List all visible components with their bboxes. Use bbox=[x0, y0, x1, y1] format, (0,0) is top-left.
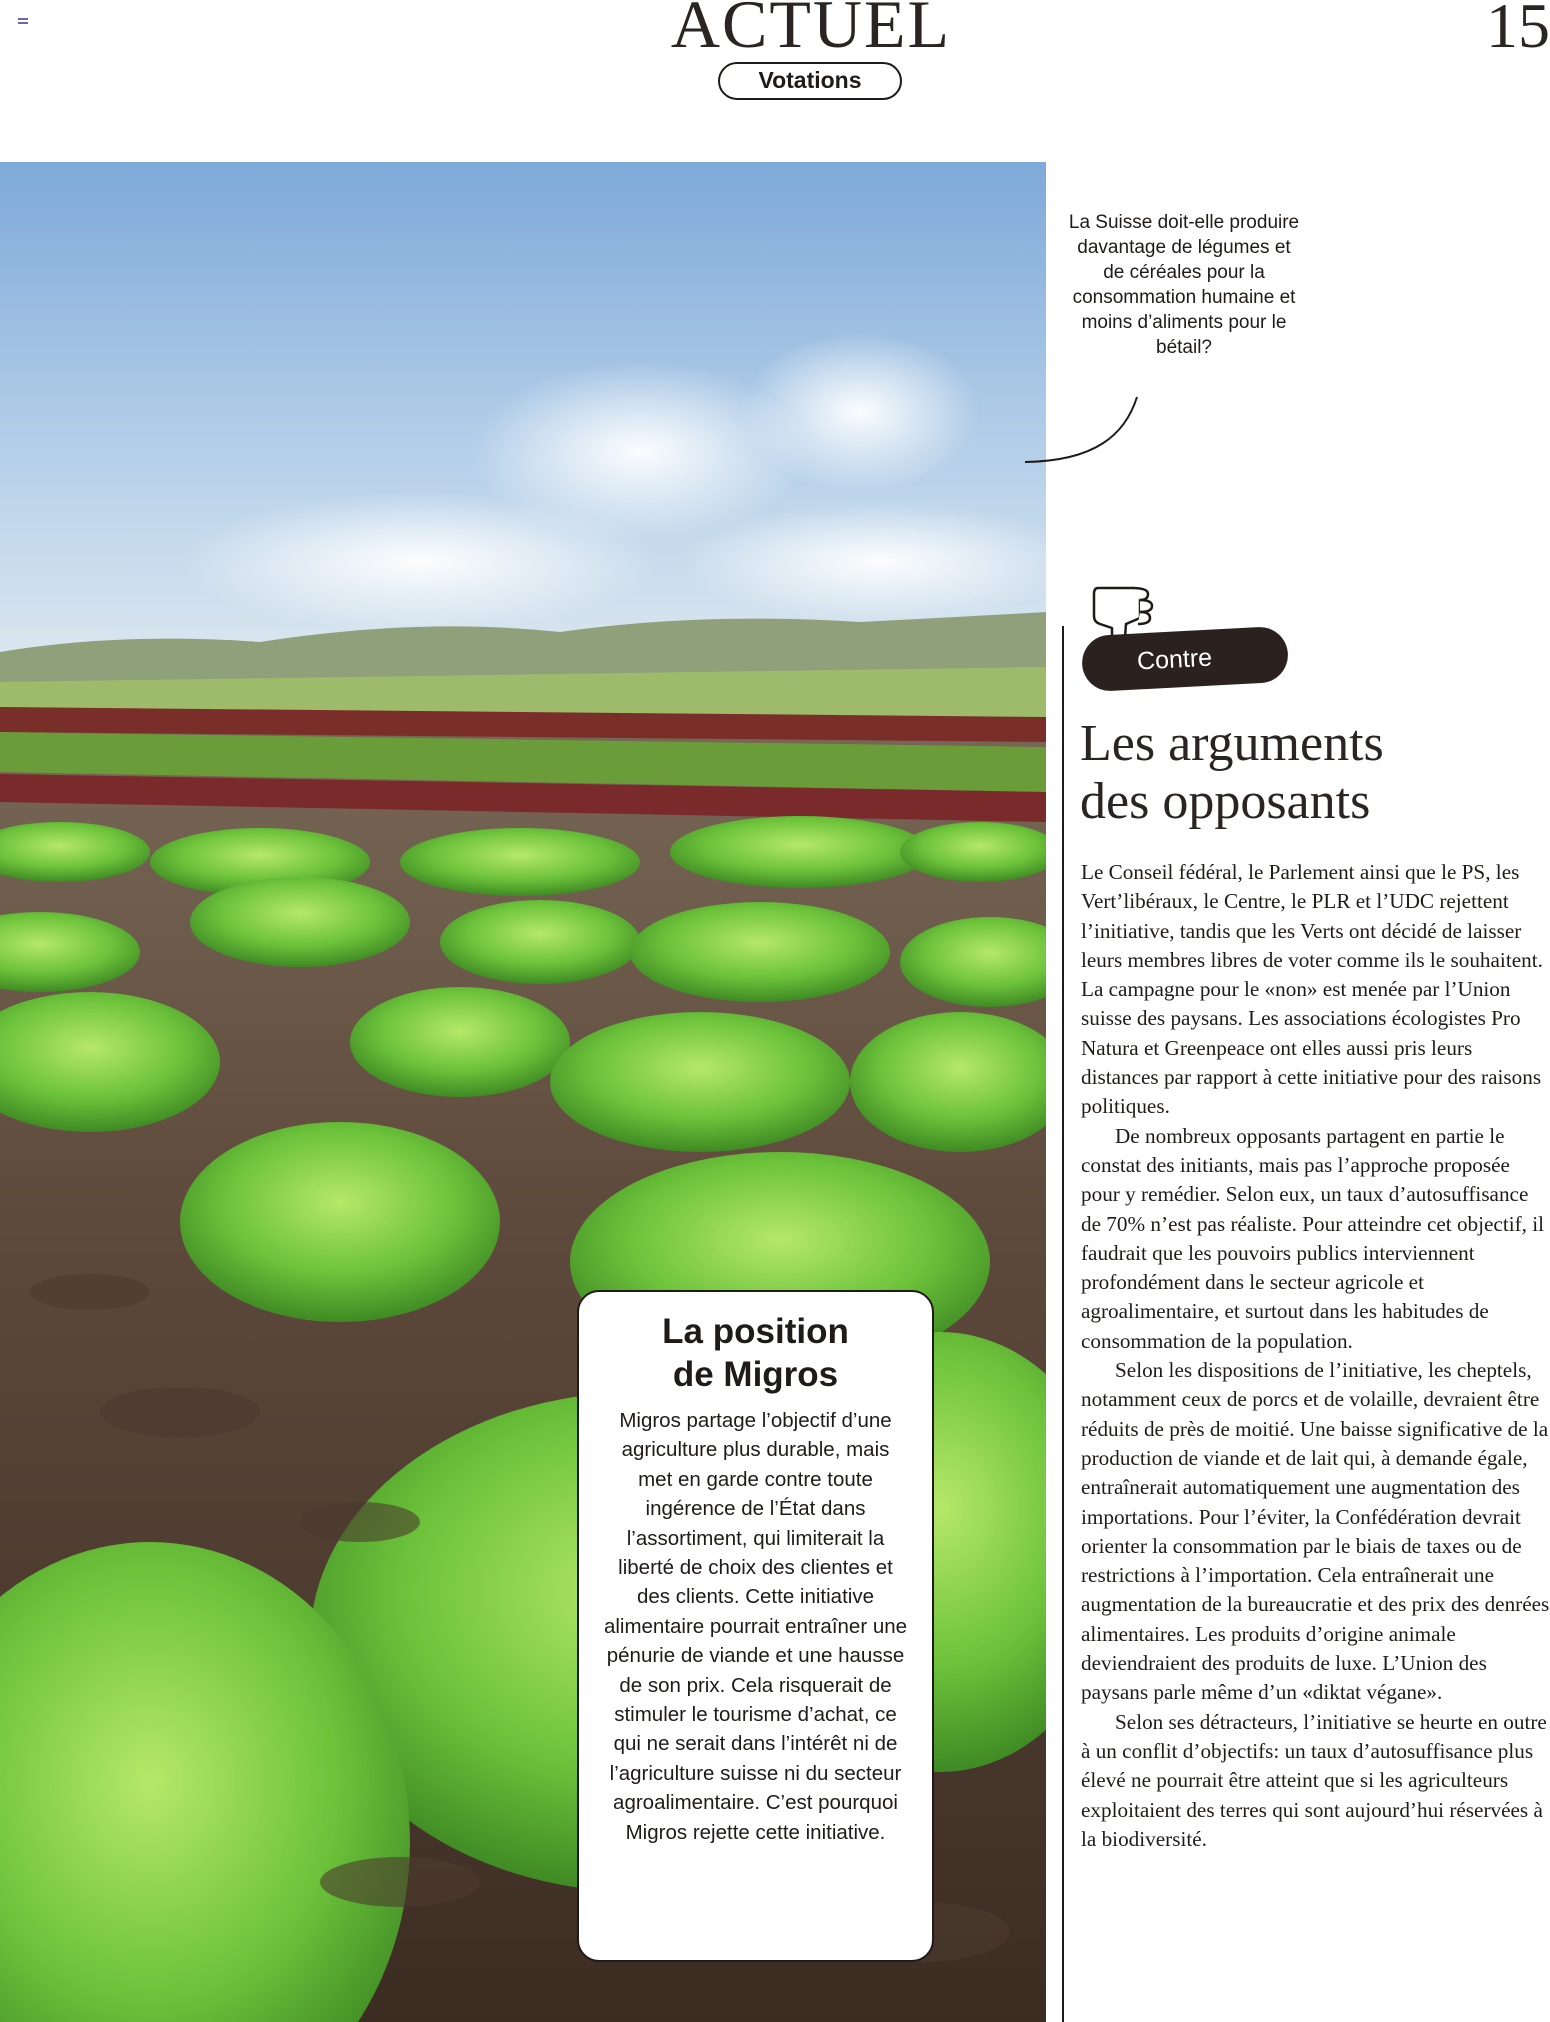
article-title-line1: Les arguments bbox=[1080, 715, 1384, 772]
migros-box-text: Migros partage l’objectif d’une agriculture plus durable, mais met en garde contre toute ingérence de l’État dans l’assortiment, qui limiterait la liberté de choix des clientes et des clients. Cette initiative alimentaire pourrait entraîner une pénurie de viande et une hausse de son prix. Cela risquerait de stimuler le tourisme d’achat, ce qui ne serait dans l’intérêt ni de l’agriculture suisse ni du secteur agroalimentaire. C’est pourquoi Migros rejette cette initiative. bbox=[603, 1409, 908, 1844]
migros-box-title bbox=[603, 1310, 908, 1396]
pointer-curve bbox=[1020, 395, 1140, 465]
sidebar-question: La Suisse doit-elle produire davantage de légumes et de céréales pour la consommation humaine et moins d’aliments pour le bétail? bbox=[1068, 212, 1300, 358]
article-paragraph-1: Le Conseil fédéral, le Parlement ainsi que le PS, les Vert’libéraux, le Centre, le PLR et l’UDC rejettent l’initiative, tandis que les Verts ont décidé de laisser leurs membres libres de voter comme ils le souhaitent. La campagne pour le «non» est menée par l’Union suisse des paysans. Les associations écologistes Pro Natura et Greenpeace ont elles aussi pris leurs distances par rapport à cette initiative pour des raisons politiques. bbox=[1081, 860, 1543, 1119]
article-paragraph-2: De nombreux opposants partagent en partie le constat des initiants, mais pas l’approche proposée pour y remédier. Selon eux, un taux d’autosuffisance de 70% n’est pas réaliste. Pour atteindre cet objectif, il faudrait que les pouvoirs publics interviennent profondément dans le secteur agricole et agroalimentaire, et surtout dans les habitudes de consommation de la population. bbox=[1081, 1123, 1545, 1353]
column-rule bbox=[1062, 626, 1064, 2022]
category-tag: Votations bbox=[718, 62, 902, 100]
page-number: 15 bbox=[1486, 0, 1550, 61]
article-title-line2: des opposants bbox=[1080, 773, 1371, 830]
article-paragraph-3: Selon les dispositions de l’initiative, les cheptels, notamment ceux de porcs et de volaille, devraient être réduits de près de moitié. Une baisse significative de la production de viande et de lait qui, à demande égale, entraînerait automatiquement une augmentation des importations. Pour l’éviter, la Confédération devrait orienter la consommation par le biais de taxes ou de restrictions à l’importation. Cela entraînerait une augmentation de la bureaucratie et des prix des denrées alimentaires. Les produits d’origine animale deviendraient des produits de luxe. L’Union des paysans parle même d’un «diktat végane». bbox=[1081, 1358, 1550, 1705]
section-title: ACTUEL bbox=[670, 0, 952, 62]
article-title bbox=[1080, 715, 1540, 831]
article-body bbox=[1081, 858, 1550, 1854]
contre-badge: Contre bbox=[1081, 626, 1290, 693]
migros-title-line1: La position bbox=[662, 1312, 849, 1351]
migros-position-box bbox=[577, 1290, 934, 1962]
article-paragraph-4: Selon ses détracteurs, l’initiative se heurte en outre à un conflit d’objectifs: un taux d’autosuffisance plus élevé ne pourrait être atteint que si les agriculteurs exploitaient des terres qui sont aujourd’hui réservées à la biodiversité. bbox=[1081, 1709, 1547, 1851]
migros-title-line2: de Migros bbox=[672, 1355, 839, 1394]
